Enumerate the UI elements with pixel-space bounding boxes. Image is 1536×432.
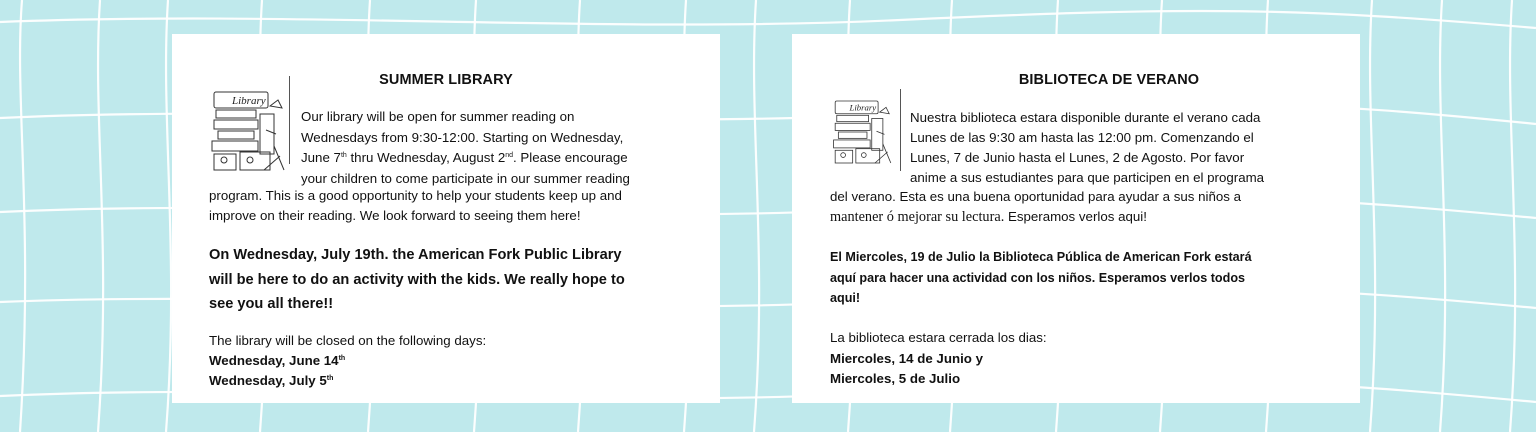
intro-paragraph: Our library will be open for summer reading on Wednesdays from 9:30-12:00. Starting on Wednesday, June 7th thru Wednesday, August 2nd. Please encourage your children to come participate in our summer reading [301,109,630,186]
closed-day: Miercoles, 14 de Junio y [830,350,983,366]
card-title: SUMMER LIBRARY [379,72,513,88]
summer-library-card-english [172,34,720,403]
closed-day: Miercoles, 5 de Julio [830,371,961,387]
closed-day: Wednesday, June 14th [209,353,346,368]
illustration-divider [289,76,290,164]
library-books-illustration [832,96,894,168]
closed-days-section: The library will be closed on the following days: Wednesday, June 14th Wednesday, July 5th [209,331,486,391]
intro-paragraph-continued: del verano. Esta es una buena oportunidad para ayudar a sus niños a mantener ó mejorar su lectura. Esperamos verlos aqui! [830,189,1242,225]
svg-text:Library: Library [849,102,877,113]
closed-days-section: La biblioteca estara cerrada los dias: Miercoles, 14 de Junio y Miercoles, 5 de Julio [830,328,1047,390]
intro-paragraph-continued: program. This is a good opportunity to help your students keep up and improve on their reading. We look forward to seeing them here! [209,188,622,223]
library-books-illustration [210,86,288,176]
svg-text:Library: Library [232,95,266,107]
event-announcement: El Miercoles, 19 de Julio la Biblioteca Pública de American Fork estará aquí para hacer una actividad con los niños. Esperamos verlos todos aqui! [830,250,1252,306]
illustration-divider [900,89,901,171]
event-announcement: On Wednesday, July 19th. the American Fork Public Library will be here to do an activity with the kids. We really hope to see you all there!! [209,247,625,313]
intro-paragraph: Nuestra biblioteca estara disponible durante el verano cada Lunes de las 9:30 am hasta las 12:00 pm. Comenzando el Lunes, 7 de Junio hasta el Lunes, 2 de Agosto. Por favor anime a sus estudiantes para que participen en el programa [910,110,1265,185]
summer-library-card-spanish [792,34,1360,403]
card-title: BIBLIOTECA DE VERANO [1018,72,1200,88]
closed-day: Wednesday, July 5th [209,373,334,388]
